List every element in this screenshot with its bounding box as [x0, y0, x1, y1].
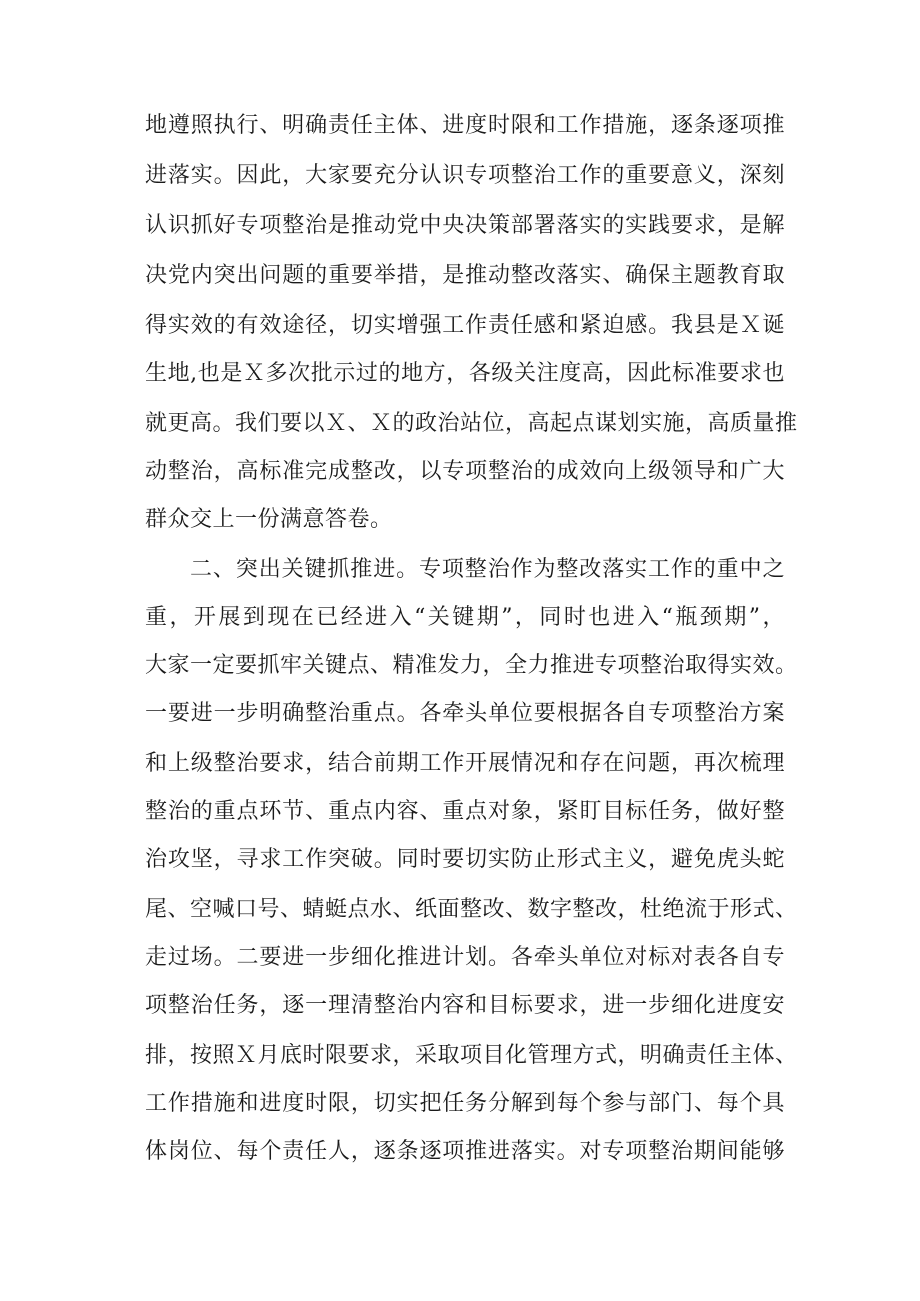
text-line-18: 走过场。二要进一步细化推进计划。各牵头单位对标对表各自专: [145, 945, 785, 970]
text-line-19: 项整治任务，逐一理清整治内容和目标要求，进一步细化进度安: [145, 993, 785, 1018]
text-line-9: 群众交上一份满意答卷。: [145, 507, 393, 532]
text-line-21: 工作措施和进度时限，切实把任务分解到每个参与部门、每个具: [145, 1091, 785, 1116]
text-line-1: 地遵照执行、明确责任主体、进度时限和工作措施，逐条逐项推: [145, 113, 785, 138]
text-line-3: 认识抓好专项整治是推动党中央决策部署落实的实践要求，是解: [145, 213, 785, 238]
text-line-6: 生地,也是Ｘ多次批示过的地方，各级关注度高，因此标准要求也: [145, 361, 785, 386]
text-line-14: 和上级整治要求，结合前期工作开展情况和存在问题，再次梳理: [145, 751, 785, 776]
text-line-22: 体岗位、每个责任人，逐条逐项推进落实。对专项整治期间能够: [145, 1139, 785, 1164]
text-line-16: 治攻坚，寻求工作突破。同时要切实防止形式主义，避免虎头蛇: [145, 847, 785, 872]
text-line-12: 大家一定要抓牢关键点、精准发力，全力推进专项整治取得实效。: [145, 653, 798, 678]
text-line-11: 重，开展到现在已经进入“关键期”，同时也进入“瓶颈期”，: [145, 605, 785, 630]
text-line-2: 进落实。因此，大家要充分认识专项整治工作的重要意义，深刻: [145, 163, 785, 188]
text-line-15: 整治的重点环节、重点内容、重点对象，紧盯目标任务，做好整: [145, 799, 785, 824]
text-line-13: 一要进一步明确整治重点。各牵头单位要根据各自专项整治方案: [145, 701, 785, 726]
text-line-8: 动整治，高标准完成整改，以专项整治的成效向上级领导和广大: [145, 459, 785, 484]
text-line-5: 得实效的有效途径，切实增强工作责任感和紧迫感。我县是Ｘ诞: [145, 313, 785, 338]
text-line-17: 尾、空喊口号、蜻蜓点水、纸面整改、数字整改，杜绝流于形式、: [145, 897, 798, 922]
text-line-7: 就更高。我们要以Ｘ、Ｘ的政治站位，高起点谋划实施，高质量推: [145, 411, 798, 436]
text-line-4: 决党内突出问题的重要举措，是推动整改落实、确保主题教育取: [145, 263, 785, 288]
text-line-20: 排，按照Ｘ月底时限要求，采取项目化管理方式，明确责任主体、: [145, 1043, 798, 1068]
text-line-10: 二、突出关键抓推进。专项整治作为整改落实工作的重中之: [190, 557, 785, 582]
